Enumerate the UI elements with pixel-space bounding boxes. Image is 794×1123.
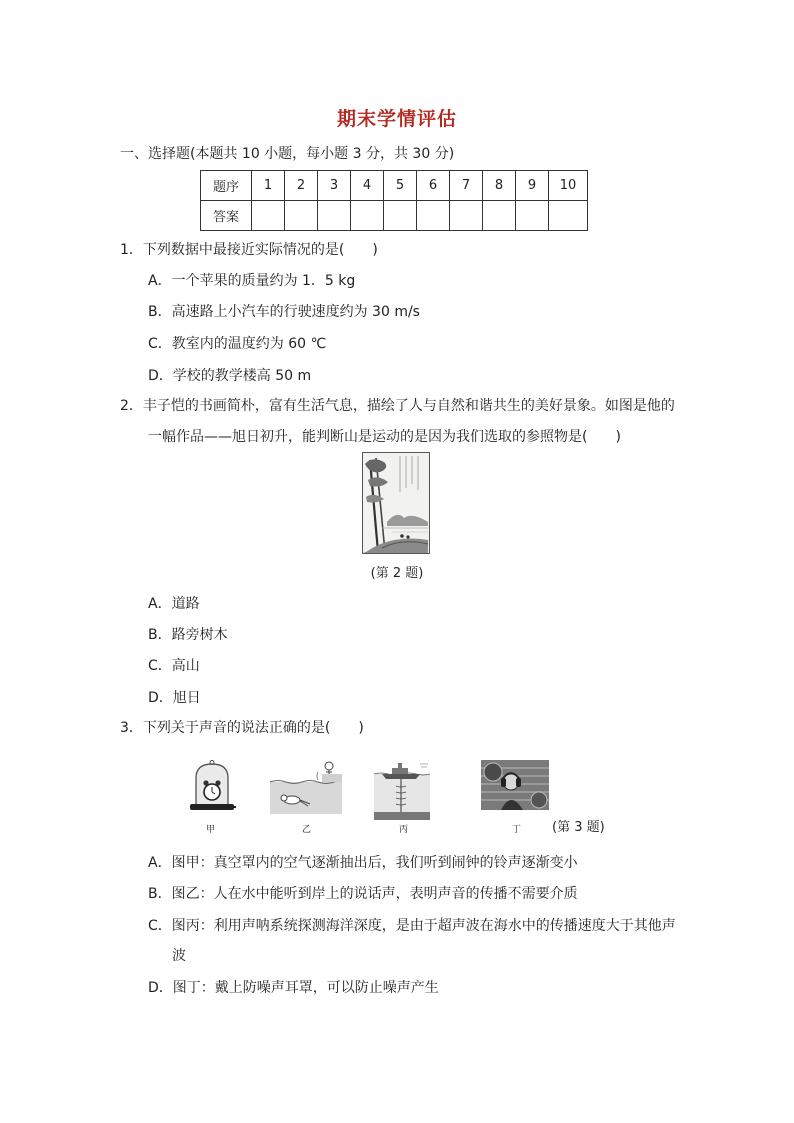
figure-label-ding: 丁 [512, 825, 522, 835]
question-number-cell: 3 [318, 171, 351, 201]
sonar-ship-figure [374, 760, 430, 820]
answer-cell[interactable] [351, 201, 384, 231]
answer-table [200, 170, 588, 231]
question-1-option-d: D．学校的教学楼高 50 m [148, 368, 312, 384]
question-3-option-d: D．图丁：戴上防噪声耳罩，可以防止噪声产生 [148, 980, 439, 996]
question-number-cell: 2 [285, 171, 318, 201]
question-2-option-a: A．道路 [148, 596, 200, 612]
question-2-option-d: D．旭日 [148, 690, 201, 706]
question-number-cell: 7 [450, 171, 483, 201]
question-3-option-c-continued: 波 [172, 948, 186, 964]
question-number-cell: 5 [384, 171, 417, 201]
answer-cell[interactable] [384, 201, 417, 231]
figure-label-jia: 甲 [206, 825, 216, 835]
answer-cell[interactable] [483, 201, 516, 231]
answer-cell[interactable] [516, 201, 549, 231]
table-row [201, 171, 588, 201]
answer-cell[interactable] [417, 201, 450, 231]
question-1-option-b: B．高速路上小汽车的行驶速度约为 30 m/s [148, 304, 420, 320]
question-3-option-a: A．图甲：真空罩内的空气逐渐抽出后，我们听到闹钟的铃声逐渐变小 [148, 855, 578, 871]
question-2-option-c: C．高山 [148, 658, 200, 674]
question-number-cell: 10 [549, 171, 588, 201]
question-number-cell: 9 [516, 171, 549, 201]
question-number-cell: 8 [483, 171, 516, 201]
question-1-option-c: C．教室内的温度约为 60 ℃ [148, 336, 327, 352]
question-number-cell: 1 [252, 171, 285, 201]
answer-cell[interactable] [549, 201, 588, 231]
question-2-stem: 2．丰子恺的书画简朴，富有生活气息，描绘了人与自然和谐共生的美好景象。如图是他的 [120, 398, 675, 414]
answer-cell[interactable] [318, 201, 351, 231]
earmuff-worker-figure [481, 760, 549, 810]
figure-label-yi: 乙 [302, 825, 312, 835]
question-3-option-c: C．图丙：利用声呐系统探测海洋深度，是由于超声波在海水中的传播速度大于其他声 [148, 918, 676, 934]
question-3-stem: 3．下列关于声音的说法正确的是( ) [120, 720, 364, 736]
question-1-stem: 1．下列数据中最接近实际情况的是( ) [120, 242, 378, 258]
underwater-listening-figure [270, 760, 342, 816]
table-header-cell: 题序 [201, 171, 252, 201]
figure-3-caption: (第 3 题) [552, 820, 605, 835]
table-row [201, 201, 588, 231]
question-number-cell: 4 [351, 171, 384, 201]
question-2-option-b: B．路旁树木 [148, 627, 228, 643]
figure-2-caption: (第 2 题) [370, 566, 424, 581]
table-header-cell: 答案 [201, 201, 252, 231]
answer-cell[interactable] [450, 201, 483, 231]
figure-label-bing: 丙 [399, 825, 409, 835]
question-3-option-b: B．图乙：人在水中能听到岸上的说话声，表明声音的传播不需要介质 [148, 886, 578, 902]
answer-cell[interactable] [252, 201, 285, 231]
page-title: 期末学情评估 [336, 108, 457, 130]
question-number-cell: 6 [417, 171, 450, 201]
section-heading: 一、选择题(本题共 10 小题，每小题 3 分，共 30 分) [120, 146, 455, 162]
bell-jar-clock-figure [188, 760, 236, 812]
question-2-stem-continued: 一幅作品——旭日初升，能判断山是运动的是因为我们选取的参照物是( ) [148, 429, 621, 445]
painting-sunrise-figure [362, 452, 430, 554]
answer-cell[interactable] [285, 201, 318, 231]
question-1-option-a: A．一个苹果的质量约为 1．5 kg [148, 273, 356, 289]
